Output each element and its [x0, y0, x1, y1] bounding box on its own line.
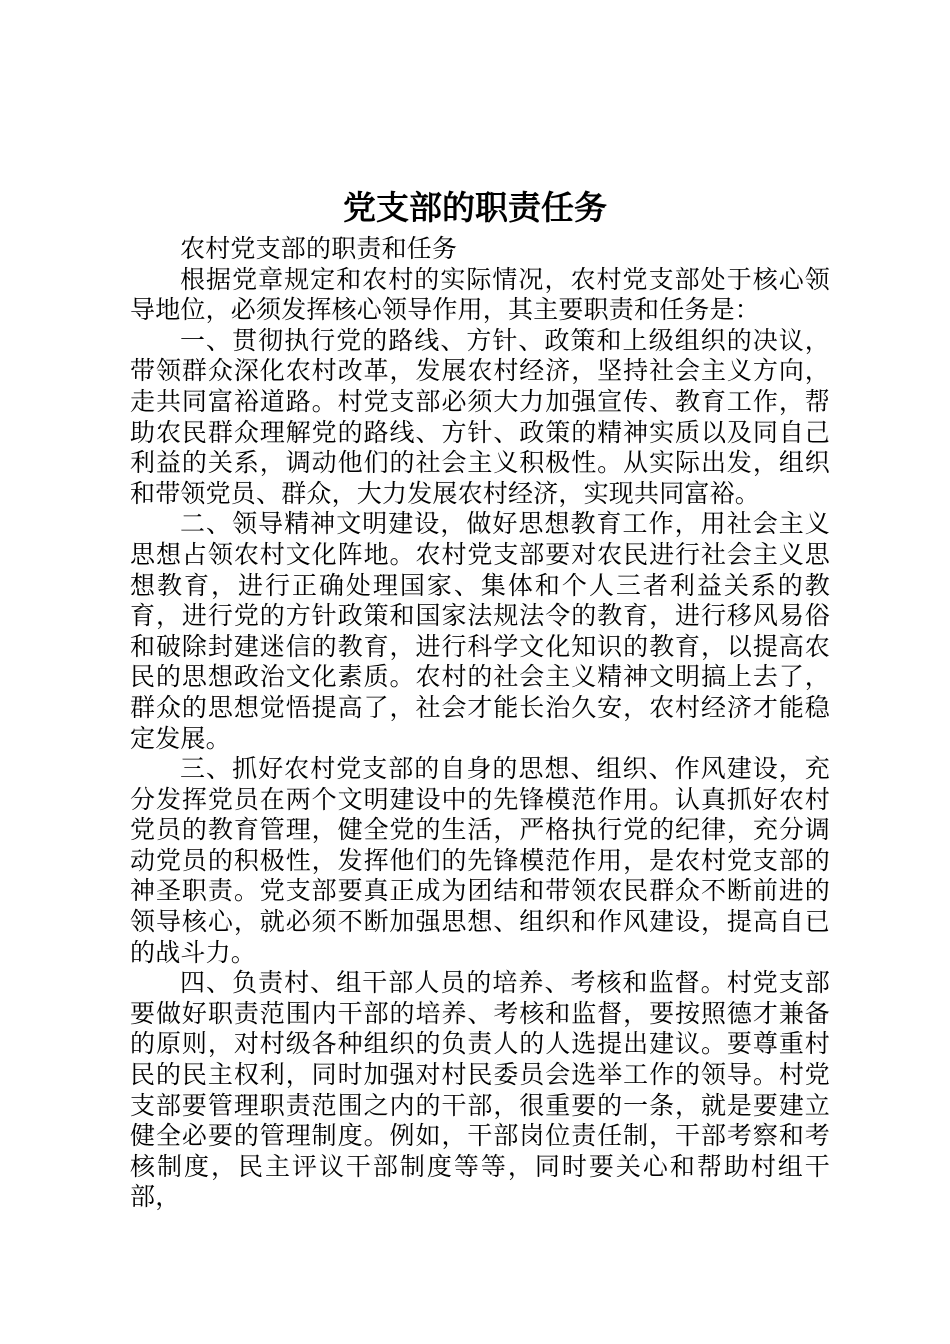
- document-subtitle: 农村党支部的职责和任务: [180, 234, 458, 263]
- paragraph-item-2: 二、领导精神文明建设，做好思想教育工作，用社会主义思想占领农村文化阵地。农村党支部要对农民进行社会主义思想教育，进行正确处理国家、集体和个人三者利益关系的教育，进行党的方针政策和国家法规法令的教育，进行移风易俗和破除封建迷信的教育，进行科学文化知识的教育，以提高农民的思想政治文化素质。农村的社会主义精神文明搞上去了，群众的思想觉悟提高了，社会才能长治久安，农村经济才能稳定发展。: [130, 509, 830, 753]
- document-body: [130, 234, 830, 1213]
- document-title: 党支部的职责任务: [343, 188, 607, 227]
- paragraph-item-4: 四、负责村、组干部人员的培养、考核和监督。村党支部要做好职责范围内干部的培养、考核和监督，要按照德才兼备的原则，对村级各种组织的负责人的人选提出建议。要尊重村民的民主权利，同时加强对村民委员会选举工作的领导。村党支部要管理职责范围之内的干部，很重要的一条，就是要建立健全必要的管理制度。例如，干部岗位责任制，干部考察和考核制度，民主评议干部制度等等，同时要关心和帮助村组干部，: [130, 968, 830, 1212]
- paragraph-intro: 根据党章规定和农村的实际情况，农村党支部处于核心领导地位，必须发挥核心领导作用，其主要职责和任务是：: [130, 264, 830, 325]
- paragraph-item-1: 一、贯彻执行党的路线、方针、政策和上级组织的决议，带领群众深化农村改革，发展农村经济，坚持社会主义方向，走共同富裕道路。村党支部必须大力加强宣传、教育工作，帮助农民群众理解党的路线、方针、政策的精神实质以及同自己利益的关系，调动他们的社会主义积极性。从实际出发，组织和带领党员、群众，大力发展农村经济，实现共同富裕。: [130, 325, 830, 508]
- paragraph-item-3: 三、抓好农村党支部的自身的思想、组织、作风建设，充分发挥党员在两个文明建设中的先锋模范作用。认真抓好农村党员的教育管理，健全党的生活，严格执行党的纪律，充分调动党员的积极性，发挥他们的先锋模范作用，是农村党支部的神圣职责。党支部要真正成为团结和带领农民群众不断前进的领导核心，就必须不断加强思想、组织和作风建设，提高自已的战斗力。: [130, 754, 830, 967]
